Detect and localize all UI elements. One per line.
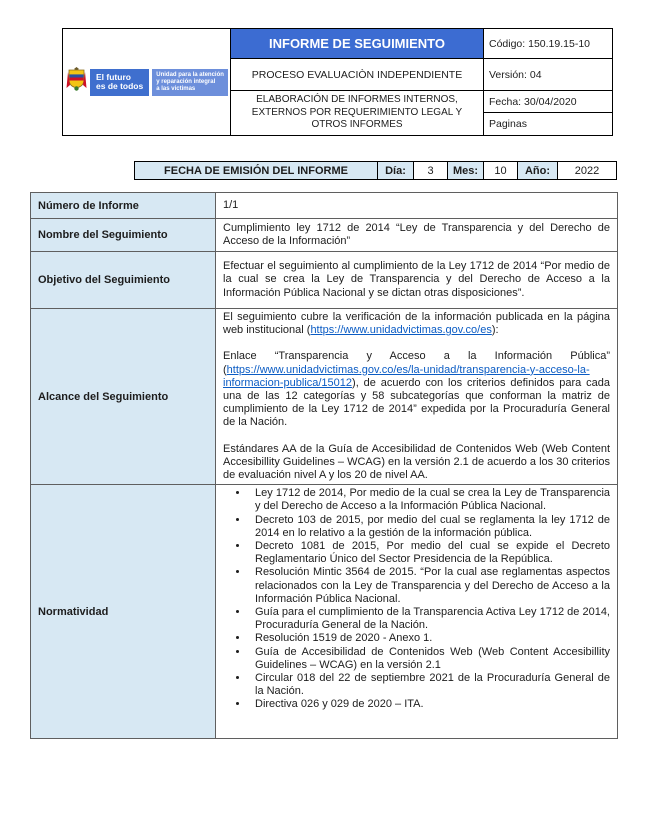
tagline-line1: El futuro bbox=[96, 71, 131, 82]
entity-line2: y reparación integral bbox=[156, 78, 216, 85]
logo-entity-name bbox=[152, 69, 228, 96]
hyperlink[interactable]: https://www.unidadvictimas.gov.co/es/la-unidad/transparencia-y-acceso-la-informacion-publica/15012 bbox=[223, 363, 590, 389]
day-value: 3 bbox=[414, 162, 448, 180]
paragraph: Enlace “Transparencia y Acceso a la Información Pública” (https://www.unidadvictimas.gov.co/es/la-unidad/transparencia-y-acceso-la-informacion-publica/15012), de acuerdo con los criterios definidos para cada una de las 12 categorías y 58 subcategorías que conforman la matriz de cumplimiento de la Ley 1712 de 2014” expedida por la Procuraduría General de la Nación. bbox=[223, 350, 610, 429]
normatividad-item: • Ley 1712 de 2014, Por medio de la cual se crea la Ley de Transparencia y del Derecho de Acceso a la Información Pública Nacional. bbox=[249, 487, 610, 513]
row-label-alcance: Alcance del Seguimiento bbox=[31, 309, 216, 485]
colombia-coat-of-arms-icon bbox=[66, 66, 87, 98]
day-label: Día: bbox=[378, 162, 414, 180]
emission-date-table bbox=[134, 161, 617, 180]
table-row bbox=[31, 219, 618, 252]
row-value-numero: 1/1 bbox=[216, 193, 618, 219]
row-label-normatividad: Normatividad bbox=[31, 485, 216, 739]
normatividad-item: • Guía de Accesibilidad de Contenidos Web (Web Content Accesibillity Guidelines – WCAG) en la versión 2.1 bbox=[249, 646, 610, 672]
document-title: INFORME DE SEGUIMIENTO bbox=[231, 29, 484, 59]
month-label: Mes: bbox=[448, 162, 484, 180]
year-value: 2022 bbox=[558, 162, 617, 180]
row-label-numero: Número de Informe bbox=[31, 193, 216, 219]
normatividad-item: • Resolución 1519 de 2020 - Anexo 1. bbox=[249, 632, 610, 645]
table-row bbox=[31, 485, 618, 739]
normatividad-item: • Directiva 026 y 029 de 2020 – ITA. bbox=[249, 698, 610, 711]
process-name: PROCESO EVALUACIÒN INDEPENDIENTE bbox=[231, 59, 484, 91]
paragraph: Estándares AA de la Guía de Accesibilidad de Contenidos Web (Web Content Accesibillity Guidelines – WCAG) en la versión 2.1 de acuerdo a los 30 criterios de evaluación nivel A y los 20 de nivel AA. bbox=[223, 442, 611, 482]
document-date: Fecha: 30/04/2020 bbox=[484, 91, 613, 113]
document-version: Versión: 04 bbox=[484, 59, 613, 91]
row-value-objetivo: Efectuar el seguimiento al cumplimiento de la Ley 1712 de 2014 “Por medio de la cual se crea la Ley de Transparencia y del Derecho de Acceso a la Información Pública Nacional y se dictan otras disposiciones”. bbox=[216, 252, 618, 309]
normatividad-item: • Resolución Mintic 3564 de 2015. “Por la cual ase reglamentas aspectos relacionados con la Ley de Transparencia y del Derecho de Acceso a la Información Pública Nacional. bbox=[249, 566, 610, 606]
table-row bbox=[31, 252, 618, 309]
row-label-objetivo: Objetivo del Seguimiento bbox=[31, 252, 216, 309]
logo-cell bbox=[63, 29, 231, 136]
row-value-normatividad bbox=[216, 485, 618, 739]
normatividad-list bbox=[223, 487, 610, 711]
entity-line3: a las victimas bbox=[156, 85, 196, 92]
paragraph: El seguimiento cubre la verificación de la información publicada en la página web institucional (https://www.unidadvictimas.gov.co/es): bbox=[223, 311, 610, 337]
table-row bbox=[31, 193, 618, 219]
entity-line1: Unidad para la atención bbox=[156, 71, 224, 78]
year-label: Año: bbox=[518, 162, 558, 180]
tagline-line2: es de todos bbox=[96, 81, 144, 91]
row-label-nombre: Nombre del Seguimiento bbox=[31, 219, 216, 252]
row-value-nombre: Cumplimiento ley 1712 de 2014 “Ley de Transparencia y del Derecho de Acceso de la Información” bbox=[216, 219, 618, 252]
document-code: Código: 150.19.15-10 bbox=[484, 29, 613, 59]
emission-title: FECHA DE EMISIÓN DEL INFORME bbox=[135, 162, 378, 180]
normatividad-item: • Decreto 1081 de 2015, Por medio del cual se expide el Decreto Reglamentario Único del Sector Presidencia de la República. bbox=[249, 540, 610, 566]
document-pages: Paginas bbox=[484, 113, 613, 136]
normatividad-item: • Decreto 103 de 2015, por medio del cual se reglamenta la ley 1712 de 2014 en lo relativo a la gestión de la información pública. bbox=[249, 514, 610, 540]
logo-tagline bbox=[90, 69, 149, 96]
procedure-name: ELABORACIÓN DE INFORMES INTERNOS, EXTERNOS POR REQUERIMIENTO LEGAL Y OTROS INFORMES bbox=[231, 91, 484, 136]
institution-logo bbox=[63, 66, 230, 98]
month-value: 10 bbox=[484, 162, 518, 180]
hyperlink[interactable]: https://www.unidadvictimas.gov.co/es bbox=[310, 324, 492, 337]
normatividad-item: • Guía para el cumplimiento de la Transparencia Activa Ley 1712 de 2014, Procuraduría General de la Nación. bbox=[249, 606, 610, 632]
alcance-paragraphs bbox=[216, 309, 618, 485]
report-table bbox=[30, 192, 618, 739]
normatividad-item: • Circular 018 del 22 de septiembre 2021 de la Procuraduría General de la Nación. bbox=[249, 672, 610, 698]
table-row bbox=[31, 309, 618, 485]
header-table bbox=[62, 28, 613, 136]
